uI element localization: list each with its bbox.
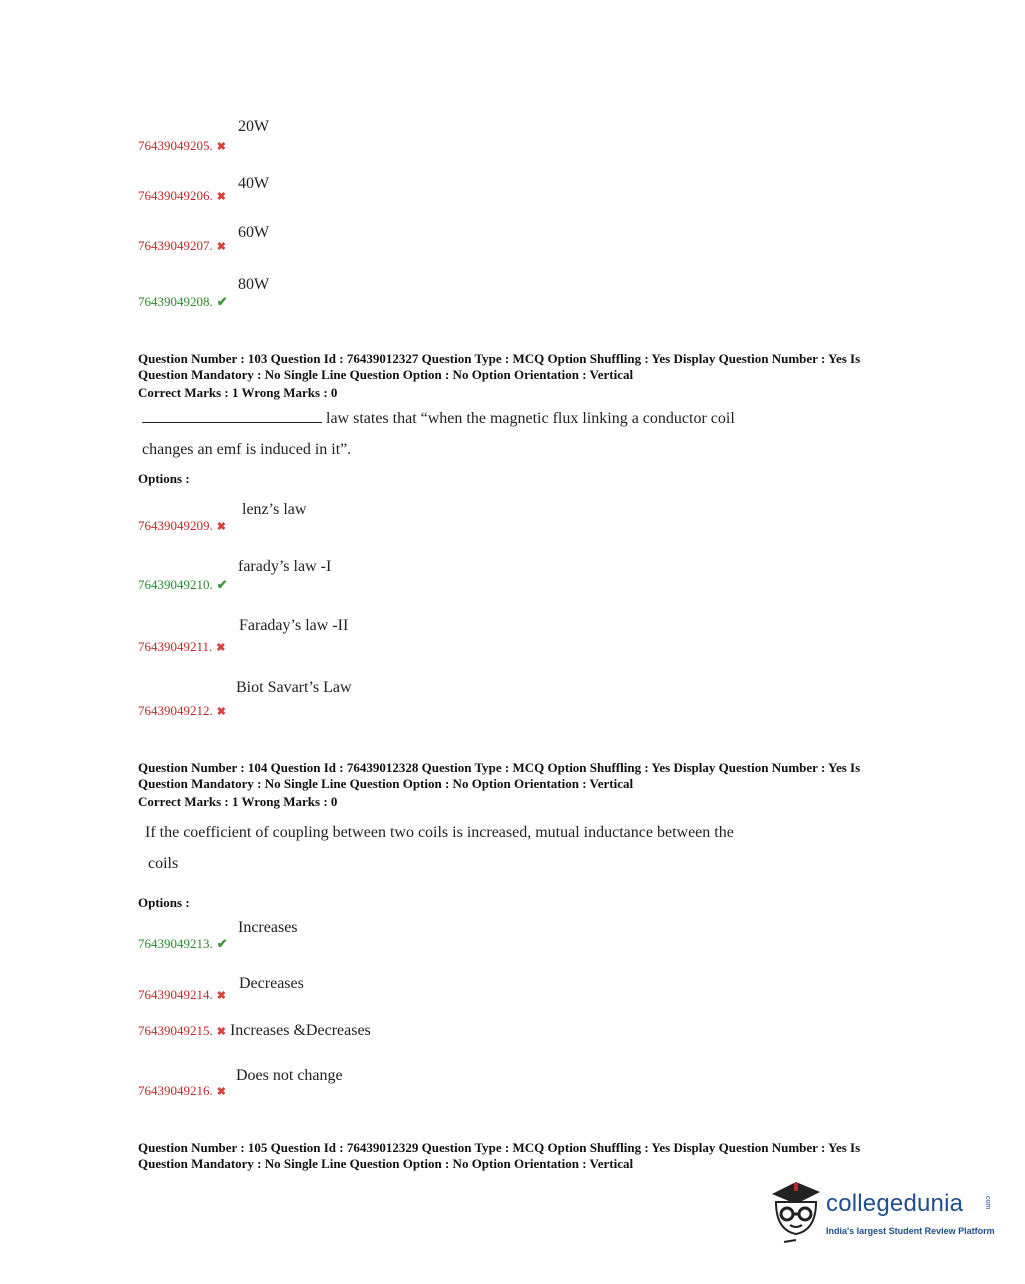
option-id: 76439049207. [138, 238, 213, 253]
option-id: 76439049211. [138, 639, 213, 654]
option-id: 76439049213. [138, 936, 213, 951]
fill-in-blank [142, 410, 322, 423]
question-meta-line: Question Number : 104 Question Id : 76439012328 Question Type : MCQ Option Shuffling : Yes Display Question Number : Yes Is [138, 760, 861, 775]
option-id: 76439049205. [138, 138, 213, 153]
option-text: 40W [238, 175, 270, 192]
question-meta-line: Question Number : 105 Question Id : 76439012329 Question Type : MCQ Option Shuffling : Yes Display Question Number : Yes Is [138, 1140, 861, 1155]
option-row [138, 935, 228, 953]
option-row [138, 517, 226, 535]
option-row [138, 576, 228, 594]
wrong-mark-icon: ✖ [216, 241, 226, 253]
question-marks: Correct Marks : 1 Wrong Marks : 0 [138, 794, 338, 809]
option-row [138, 1082, 226, 1100]
option-row [138, 237, 226, 255]
check-mark-icon: ✔ [216, 577, 228, 592]
wrong-mark-icon: ✖ [216, 990, 226, 1002]
option-id: 76439049216. [138, 1083, 213, 1098]
option-id: 76439049212. [138, 703, 213, 718]
option-id: 76439049215. [138, 1023, 213, 1038]
check-mark-icon: ✔ [216, 294, 228, 309]
wrong-mark-icon: ✖ [216, 191, 226, 203]
check-mark-icon: ✔ [216, 936, 228, 951]
option-row [138, 293, 228, 311]
option-text: Biot Savart’s Law [236, 679, 352, 696]
option-id: 76439049208. [138, 294, 213, 309]
wrong-mark-icon: ✖ [216, 642, 226, 654]
question-text-line: If the coefficient of coupling between two coils is increased, mutual inductance between the [145, 824, 734, 841]
option-row [138, 702, 226, 720]
option-id: 76439049214. [138, 987, 213, 1002]
logo-wordmark: collegedunia [826, 1190, 964, 1217]
wrong-mark-icon: ✖ [216, 706, 226, 718]
option-text: Increases [238, 919, 298, 936]
wrong-mark-icon: ✖ [216, 1086, 226, 1098]
option-text: 20W [238, 118, 270, 135]
option-row [138, 1022, 371, 1040]
option-text: Does not change [236, 1067, 343, 1084]
question-meta-line: Question Mandatory : No Single Line Question Option : No Option Orientation : Vertical [138, 1156, 634, 1171]
options-label: Options : [138, 895, 190, 910]
option-text: 80W [238, 276, 270, 293]
mascot-icon [766, 1178, 824, 1246]
collegedunia-logo [766, 1178, 996, 1248]
option-text: Decreases [239, 975, 304, 992]
option-text: farady’s law -I [238, 558, 332, 575]
option-text: Increases &Decreases [229, 1022, 371, 1039]
question-text-line: law states that “when the magnetic flux linking a conductor coil [326, 410, 735, 427]
wrong-mark-icon: ✖ [216, 521, 226, 533]
question-text [142, 410, 735, 428]
options-label: Options : [138, 471, 190, 486]
wrong-mark-icon: ✖ [216, 141, 226, 153]
question-text-line: changes an emf is induced in it”. [142, 441, 352, 458]
logo-domain-suffix: .com [984, 1194, 991, 1210]
option-id: 76439049210. [138, 577, 213, 592]
logo-tagline: India's largest Student Review Platform [826, 1226, 995, 1236]
question-meta-line: Question Mandatory : No Single Line Question Option : No Option Orientation : Vertical [138, 367, 634, 382]
option-text: Faraday’s law -II [239, 617, 349, 634]
question-marks: Correct Marks : 1 Wrong Marks : 0 [138, 385, 338, 400]
question-meta-line: Question Number : 103 Question Id : 76439012327 Question Type : MCQ Option Shuffling : Yes Display Question Number : Yes Is [138, 351, 861, 366]
option-text: lenz’s law [242, 501, 307, 518]
option-row [138, 986, 226, 1004]
option-id: 76439049206. [138, 188, 213, 203]
wrong-mark-icon: ✖ [216, 1026, 226, 1038]
option-row [138, 137, 226, 155]
option-row [138, 638, 226, 656]
option-text: 60W [238, 224, 270, 241]
option-row [138, 187, 226, 205]
option-id: 76439049209. [138, 518, 213, 533]
question-text-line: coils [148, 855, 179, 872]
question-meta-line: Question Mandatory : No Single Line Question Option : No Option Orientation : Vertical [138, 776, 634, 791]
